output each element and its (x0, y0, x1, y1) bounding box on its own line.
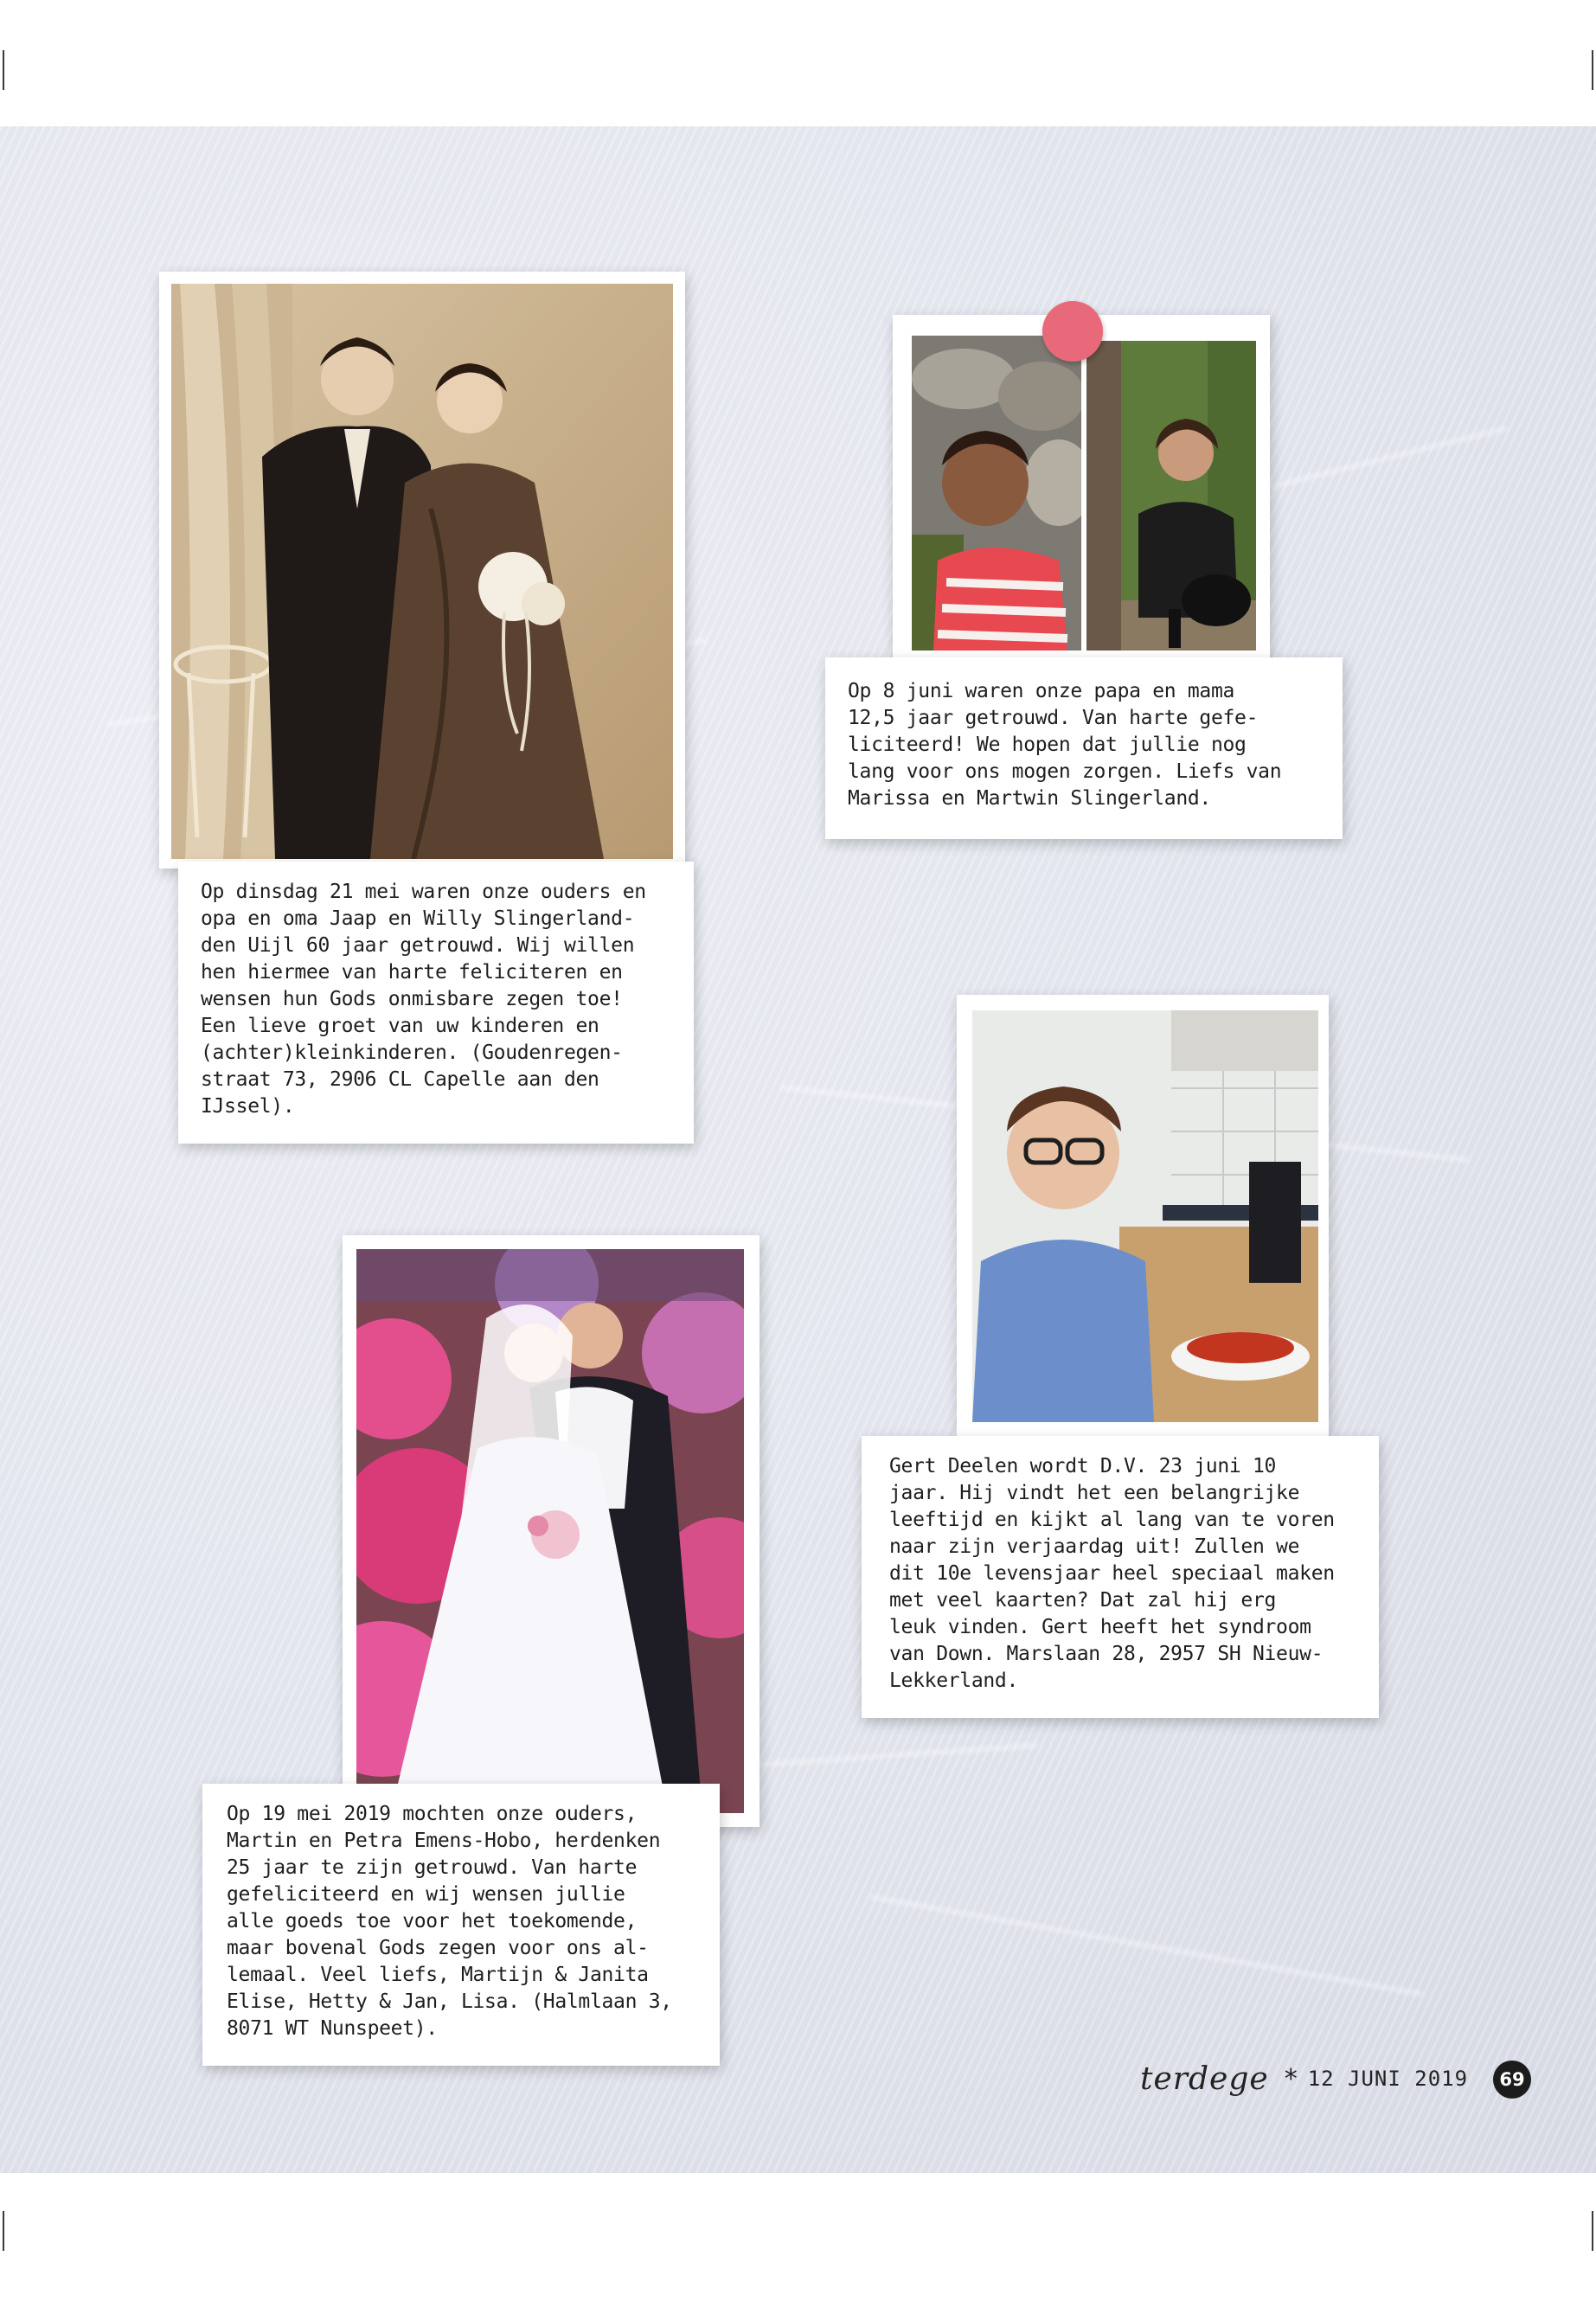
magazine-logo: terdege (1140, 2061, 1269, 2097)
page-number-badge: 69 (1493, 2061, 1531, 2099)
caption-line: den Uijl 60 jaar getrouwd. Wij willen (201, 934, 635, 957)
caption-line: Elise, Hetty & Jan, Lisa. (Halmlaan 3, (227, 1990, 672, 2013)
caption-line: wensen hun Gods onmisbare zegen toe! (201, 988, 623, 1010)
photo-girl-with-dog (1086, 341, 1256, 651)
caption-line: alle goeds toe voor het toekomende, (227, 1910, 638, 1932)
photo-boy-on-rocks (912, 336, 1081, 651)
photo-card-wedding-12-5 (893, 315, 1270, 661)
caption-line: 8071 WT Nunspeet). (227, 2017, 438, 2040)
caption-line: van Down. Marslaan 28, 2957 SH Nieuw- (889, 1643, 1324, 1665)
caption-gert (862, 1436, 1379, 1718)
caption-line: gefeliciteerd en wij wensen jullie (227, 1883, 625, 1906)
caption-line: Marissa en Martwin Slingerland. (848, 787, 1211, 810)
caption-line: Lekkerland. (889, 1670, 1019, 1692)
photo-gert-kitchen (972, 1010, 1318, 1422)
caption-line: lemaal. Veel liefs, Martijn & Janita (227, 1964, 649, 1986)
caption-line: leeftijd en kijkt al lang van te voren (889, 1509, 1335, 1531)
photo-wedding-60-sepia (171, 284, 673, 859)
issue-date: 12 JUNI 2019 (1307, 2067, 1469, 2091)
photo-card-gert (957, 995, 1329, 1436)
caption-wedding-12-5 (825, 657, 1343, 839)
caption-line: dit 10e levensjaar heel speciaal maken (889, 1562, 1335, 1585)
caption-wedding-25 (202, 1784, 720, 2066)
caption-line: hen hiermee van harte feliciteren en (201, 961, 623, 984)
caption-line: Gert Deelen wordt D.V. 23 juni 10 (889, 1455, 1277, 1477)
caption-line: straat 73, 2906 CL Capelle aan den (201, 1068, 599, 1091)
caption-line: 25 jaar te zijn getrouwd. Van harte (227, 1856, 638, 1879)
caption-line: naar zijn verjaardag uit! Zullen we (889, 1535, 1300, 1558)
caption-line: maar bovenal Gods zegen voor ons al- (227, 1937, 649, 1959)
asterisk-separator: * (1284, 2063, 1298, 2094)
caption-wedding-60 (178, 862, 694, 1144)
push-pin (1042, 301, 1103, 362)
crop-mark-top-left (3, 50, 4, 90)
photo-card-wedding-25 (343, 1235, 760, 1827)
caption-line: (achter)kleinkinderen. (Goudenregen- (201, 1042, 623, 1064)
caption-line: liciteerd! We hopen dat jullie nog (848, 734, 1247, 756)
caption-line: Op 19 mei 2019 mochten onze ouders, (227, 1803, 638, 1825)
caption-line: opa en oma Jaap en Willy Slingerland- (201, 907, 635, 930)
caption-line: Op dinsdag 21 mei waren onze ouders en (201, 881, 646, 903)
crop-mark-bottom-right (1592, 2211, 1593, 2251)
caption-line: Martin en Petra Emens-Hobo, herdenken (227, 1830, 661, 1852)
crop-mark-bottom-left (3, 2211, 4, 2251)
caption-line: lang voor ons mogen zorgen. Liefs van (848, 760, 1282, 783)
caption-line: leuk vinden. Gert heeft het syndroom (889, 1616, 1311, 1638)
caption-line: IJssel). (201, 1095, 295, 1118)
photo-card-wedding-60 (159, 272, 685, 868)
page-footer (1140, 2057, 1468, 2100)
crop-mark-top-right (1592, 50, 1593, 90)
caption-line: jaar. Hij vindt het een belangrijke (889, 1482, 1300, 1504)
photo-wedding-25-kiss (356, 1249, 744, 1813)
caption-line: 12,5 jaar getrouwd. Van harte gefe- (848, 707, 1259, 729)
caption-line: met veel kaarten? Dat zal hij erg (889, 1589, 1277, 1612)
caption-line: Op 8 juni waren onze papa en mama (848, 680, 1235, 702)
caption-line: Een lieve groet van uw kinderen en (201, 1015, 599, 1037)
